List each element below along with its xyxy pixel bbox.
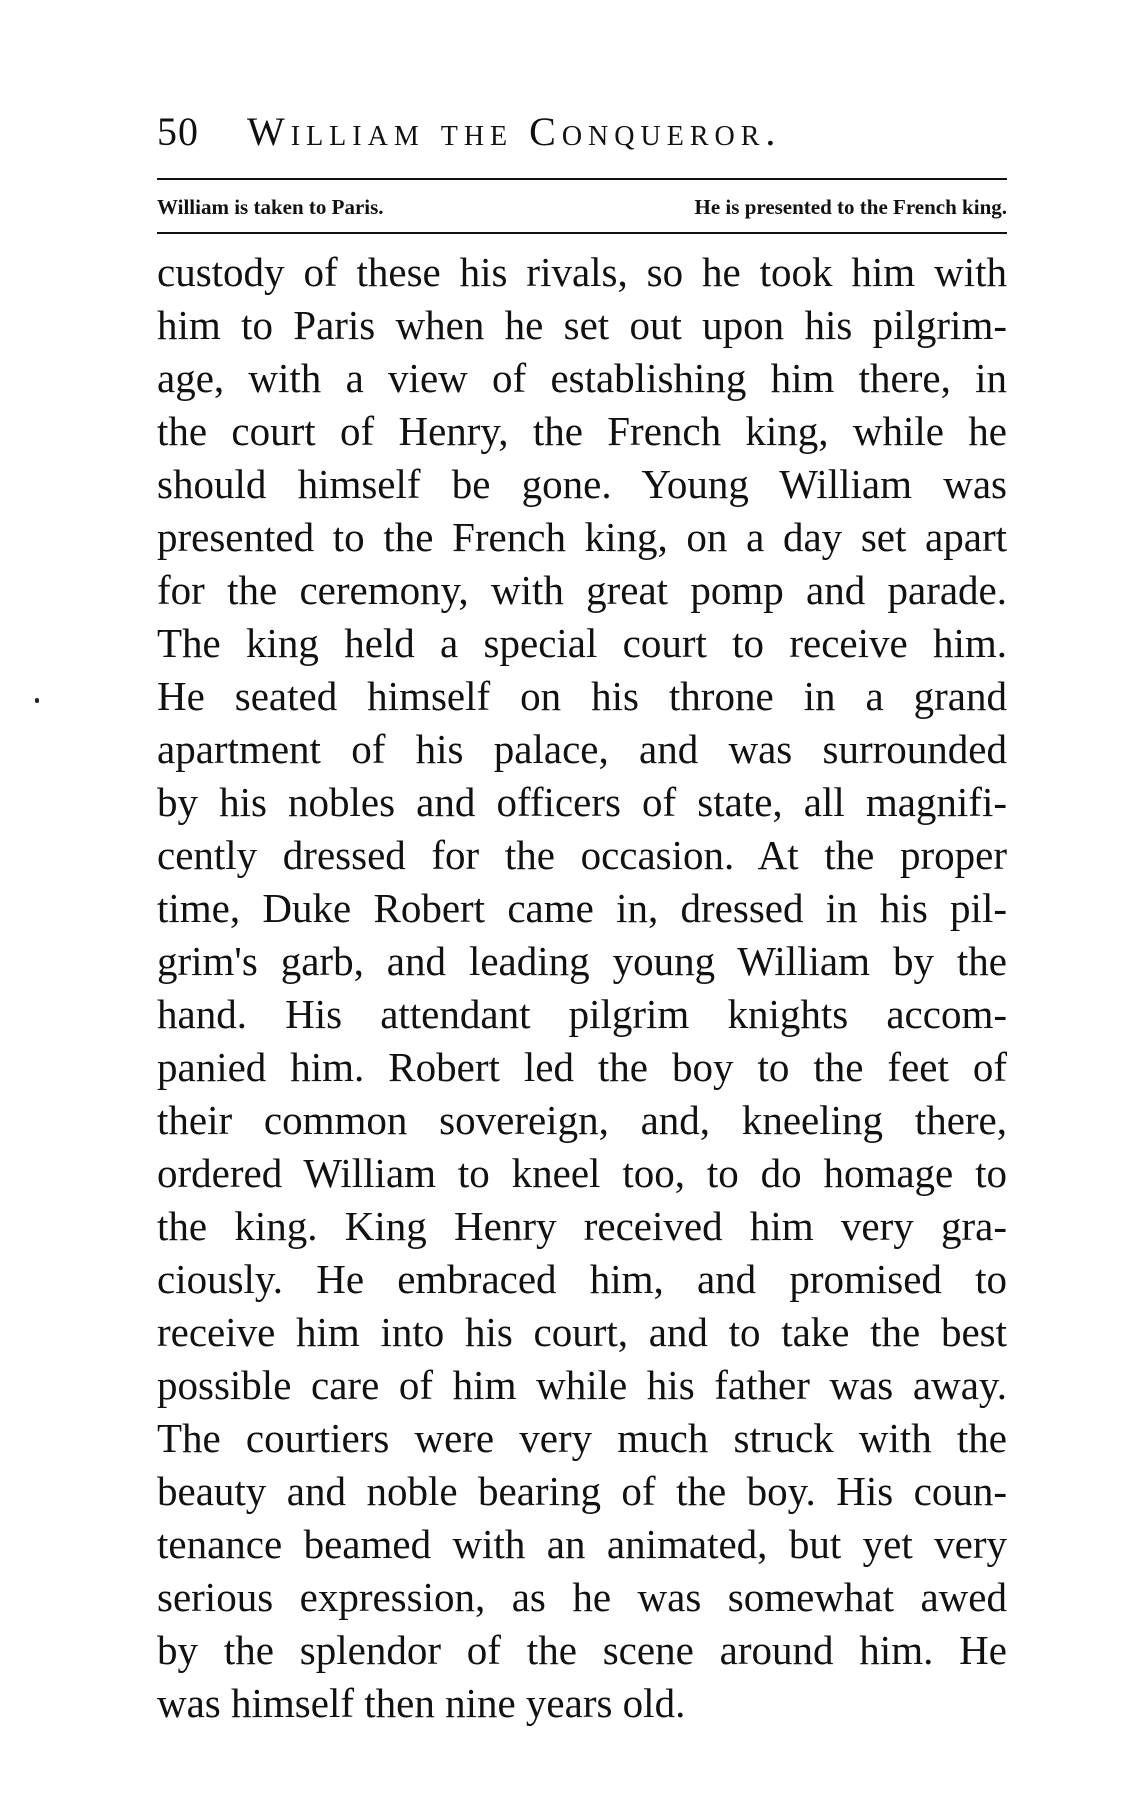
text-line: panied him. Robert led the boy to the feet of [157, 1044, 1007, 1090]
text-line: He seated himself on his throne in a grand [157, 673, 1007, 719]
text-line: cently dressed for the occasion. At the proper [157, 832, 1007, 878]
text-line: The king held a special court to receive him. [157, 620, 1007, 666]
text-line: ciously. He embraced him, and promised to [157, 1256, 1007, 1302]
text-line: ordered William to kneel too, to do homage to [157, 1150, 1007, 1196]
text-line: hand. His attendant pilgrim knights accom- [157, 991, 1007, 1037]
text-line: grim's garb, and leading young William by the [157, 938, 1007, 984]
book-title: William the Conqueror. [247, 109, 782, 154]
text-line: presented to the French king, on a day set apart [157, 514, 1007, 560]
subhead-left: William is taken to Paris. [157, 195, 384, 219]
text-line: the court of Henry, the French king, while he [157, 408, 1007, 454]
text-line-last: was himself then nine years old. [157, 1680, 686, 1726]
text-line: time, Duke Robert came in, dressed in his pil- [157, 885, 1007, 931]
text-line: by his nobles and officers of state, all magnifi- [157, 779, 1007, 825]
text-line: apartment of his palace, and was surrounded [157, 726, 1007, 772]
text-line: tenance beamed with an animated, but yet very [157, 1521, 1007, 1567]
header-rule-bottom [157, 232, 1007, 234]
text-line: by the splendor of the scene around him. He [157, 1627, 1007, 1673]
page-number: 50 [157, 109, 199, 154]
text-line: their common sovereign, and, kneeling there, [157, 1097, 1007, 1143]
subhead-right: He is presented to the French king. [694, 195, 1007, 219]
text-line: possible care of him while his father was away. [157, 1362, 1007, 1408]
text-line: The courtiers were very much struck with the [157, 1415, 1007, 1461]
text-line: serious expression, as he was somewhat awed [157, 1574, 1007, 1620]
text-line: custody of these his rivals, so he took him with [157, 249, 1007, 295]
text-line: the king. King Henry received him very gra- [157, 1203, 1007, 1249]
marginal-subheads [157, 190, 1007, 224]
header-rule-top [157, 178, 1007, 180]
text-line: should himself be gone. Young William was [157, 461, 1007, 507]
text-line: beauty and noble bearing of the boy. His coun- [157, 1468, 1007, 1514]
body-text [157, 246, 1007, 1730]
text-line: receive him into his court, and to take the best [157, 1309, 1007, 1355]
ink-speck [35, 698, 39, 703]
text-line: for the ceremony, with great pomp and parade. [157, 567, 1007, 613]
text-line: age, with a view of establishing him there, in [157, 355, 1007, 401]
running-head [157, 108, 1007, 168]
text-line: him to Paris when he set out upon his pilgrim- [157, 302, 1007, 348]
